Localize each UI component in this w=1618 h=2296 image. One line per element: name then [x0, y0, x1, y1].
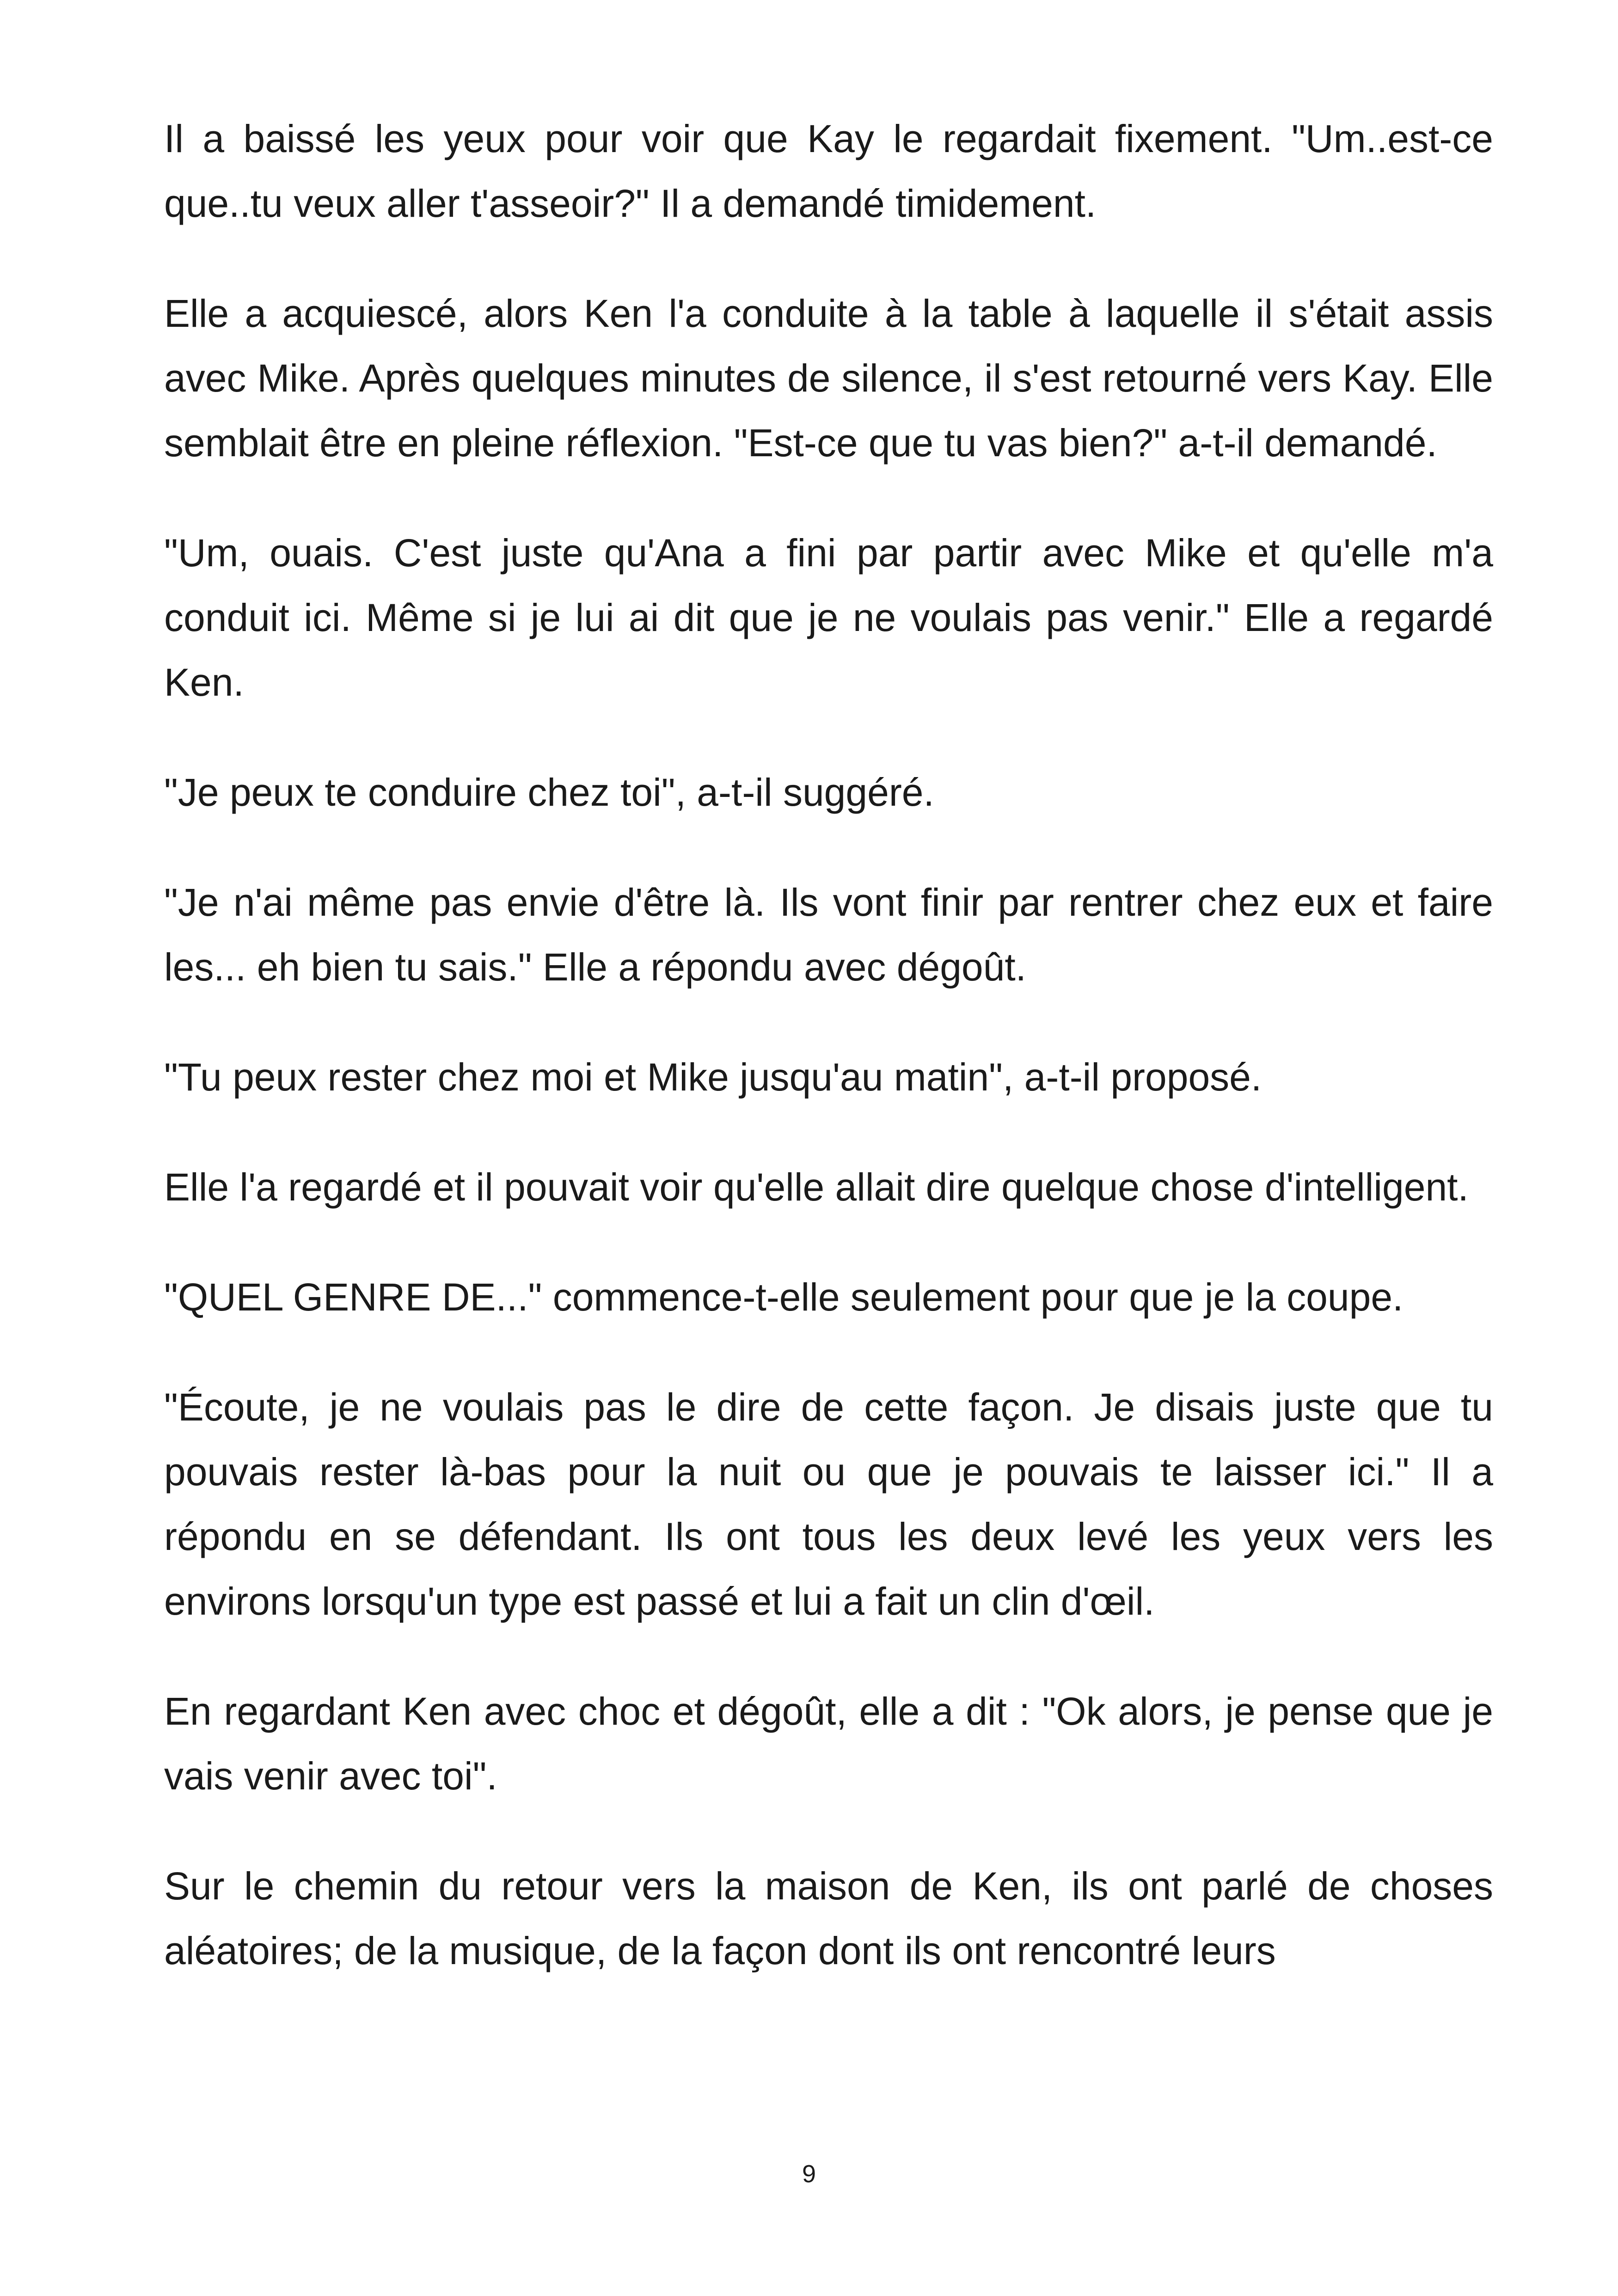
paragraph: Elle a acquiescé, alors Ken l'a conduite à la table à laquelle il s'était assis avec Mike. Après quelques minutes de silence, il s'est retourné vers Kay. Elle semblait être en pleine réflexion. "Est-ce que tu vas bien?" a-t-il demandé. [164, 292, 1493, 465]
paragraph: "Écoute, je ne voulais pas le dire de cette façon. Je disais juste que tu pouvais rester là-bas pour la nuit ou que je pouvais te laisser ici." Il a répondu en se défendant. Ils ont tous les deux levé les yeux vers les environs lorsqu'un type est passé et lui a fait un clin d'œil. [164, 1385, 1493, 1623]
paragraph: Il a baissé les yeux pour voir que Kay le regardait fixement. "Um..est-ce que..tu veux aller t'asseoir?" Il a demandé timidement. [164, 117, 1493, 225]
paragraph: Elle l'a regardé et il pouvait voir qu'elle allait dire quelque chose d'intelligent. [164, 1165, 1469, 1209]
page-number: 9 [802, 2160, 816, 2188]
paragraph: "Je n'ai même pas envie d'être là. Ils vont finir par rentrer chez eux et faire les... eh bien tu sais." Elle a répondu avec dégoût. [164, 881, 1493, 989]
paragraph: "Tu peux rester chez moi et Mike jusqu'au matin", a-t-il proposé. [164, 1055, 1262, 1099]
paragraph: "QUEL GENRE DE..." commence-t-elle seulement pour que je la coupe. [164, 1275, 1403, 1319]
paragraph: "Um, ouais. C'est juste qu'Ana a fini par partir avec Mike et qu'elle m'a conduit ici. Même si je lui ai dit que je ne voulais pas venir." Elle a regardé Ken. [164, 531, 1493, 704]
document-page [164, 106, 1493, 1983]
paragraph: Sur le chemin du retour vers la maison de Ken, ils ont parlé de choses aléatoires; de la musique, de la façon dont ils ont rencontré leurs [164, 1864, 1493, 1972]
paragraph: "Je peux te conduire chez toi", a-t-il suggéré. [164, 771, 934, 814]
paragraph: En regardant Ken avec choc et dégoût, elle a dit : "Ok alors, je pense que je vais venir avec toi". [164, 1690, 1493, 1798]
